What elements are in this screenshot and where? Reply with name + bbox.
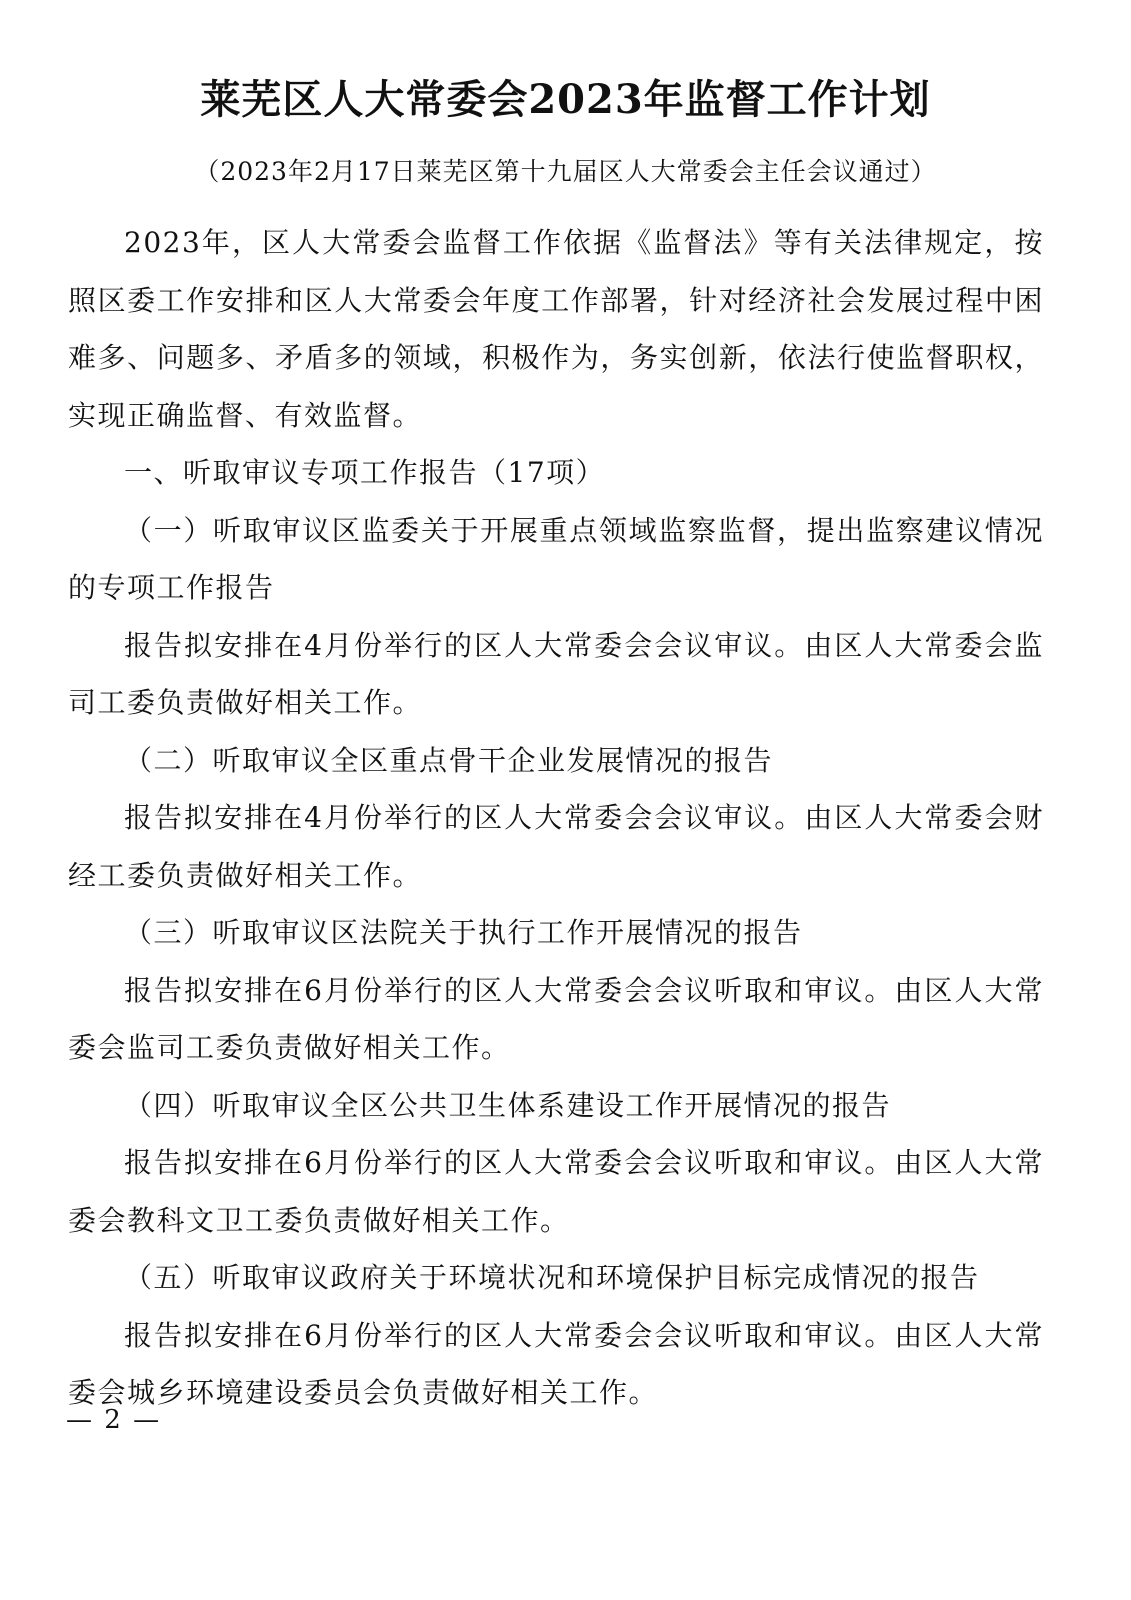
item-body: 报告拟安排在6月份举行的区人大常委会会议听取和审议。由区人大常委会教科文卫工委负责做好相关工作。 [68,1146,1044,1237]
document-body [68,214,1044,1422]
document-subtitle: （2023年2月17日莱芜区第十九届区人大常委会主任会议通过） [194,157,937,186]
item-heading: （一）听取审议区监委关于开展重点领域监察监督，提出监察建议情况的专项工作报告 [68,513,1044,604]
page-number: — 2 — [66,1405,162,1435]
item-body: 报告拟安排在6月份举行的区人大常委会会议听取和审议。由区人大常委会城乡环境建设委员会负责做好相关工作。 [68,1318,1044,1409]
item-heading: （二）听取审议全区重点骨干企业发展情况的报告 [124,743,774,777]
item-body: 报告拟安排在4月份举行的区人大常委会会议审议。由区人大常委会监司工委负责做好相关工作。 [68,628,1044,719]
item-body: 报告拟安排在6月份举行的区人大常委会会议听取和审议。由区人大常委会监司工委负责做好相关工作。 [68,973,1044,1064]
item-heading: （三）听取审议区法院关于执行工作开展情况的报告 [124,916,803,949]
item-body: 报告拟安排在4月份举行的区人大常委会会议审议。由区人大常委会财经工委负责做好相关工作。 [68,801,1044,892]
item-heading: （四）听取审议全区公共卫生体系建设工作开展情况的报告 [124,1088,892,1122]
document-title: 莱芜区人大常委会2023年监督工作计划 [200,76,931,123]
intro-paragraph: 2023年，区人大常委会监督工作依据《监督法》等有关法律规定，按照区委工作安排和区人大常委会年度工作部署，针对经济社会发展过程中困难多、问题多、矛盾多的领域，积极作为，务实创新，依法行使监督职权，实现正确监督、有效监督。 [68,226,1044,432]
section-heading: 一、听取审议专项工作报告（17项） [124,456,606,489]
item-heading: （五）听取审议政府关于环境状况和环境保护目标完成情况的报告 [124,1261,980,1294]
